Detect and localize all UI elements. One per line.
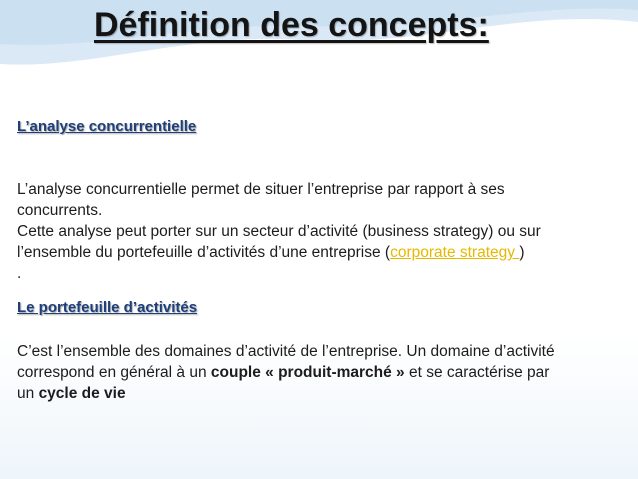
section-heading-portefeuille: Le portefeuille d’activités — [17, 299, 198, 316]
text-line — [17, 383, 633, 404]
page-title: Définition des concepts: — [94, 6, 489, 44]
text-line: Cette analyse peut porter sur un secteur d’activité (business strategy) ou sur — [17, 223, 541, 240]
section-heading-analyse: L’analyse concurrentielle — [17, 118, 197, 135]
text-fragment: un — [17, 385, 39, 402]
corporate-strategy-link[interactable]: corporate strategy — [390, 244, 520, 261]
text-line: . — [17, 265, 22, 282]
text-fragment: correspond en général à un — [17, 364, 211, 381]
text-line: L’analyse concurrentielle permet de situer l’entreprise par rapport à ses — [17, 181, 505, 198]
bold-term: cycle de vie — [38, 385, 126, 402]
section-body-analyse — [17, 179, 633, 284]
text-line — [17, 242, 633, 263]
text-fragment: ) — [519, 244, 525, 261]
bold-term: couple « produit-marché » — [210, 364, 405, 381]
text-fragment: et se caractérise par — [404, 364, 550, 381]
text-line: C’est l’ensemble des domaines d’activité de l’entreprise. Un domaine d’activité — [17, 343, 555, 360]
section-body-portefeuille — [17, 341, 633, 404]
text-line: concurrents. — [17, 202, 103, 219]
text-line — [17, 362, 633, 383]
text-fragment: l’ensemble du portefeuille d’activités d’une entreprise ( — [17, 244, 391, 261]
